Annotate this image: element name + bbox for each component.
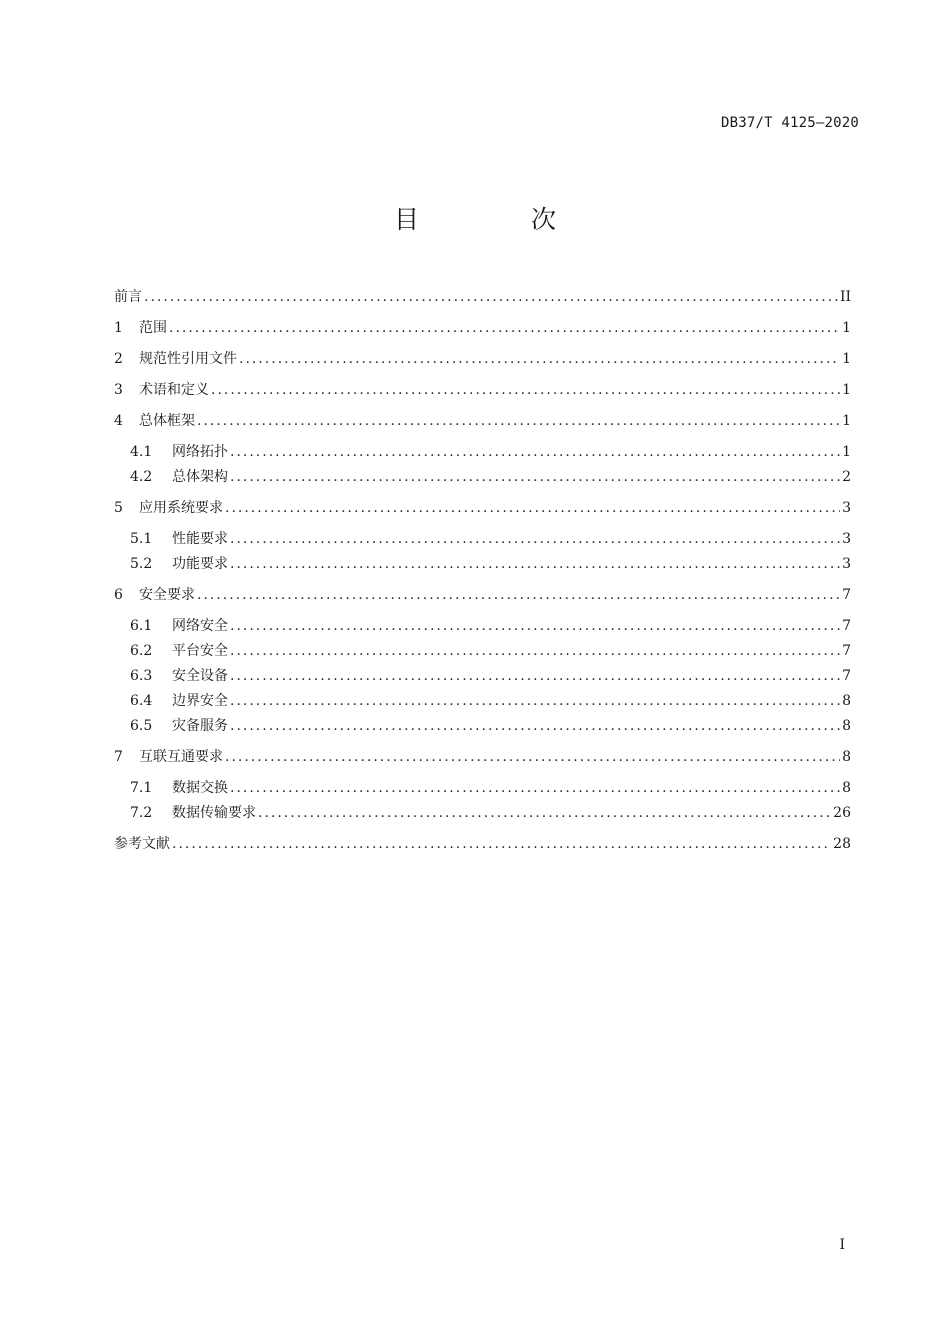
page-title: 目 次 xyxy=(394,205,608,234)
toc-entry-page: 3 xyxy=(842,556,851,572)
toc-entry-title: 功能要求 xyxy=(172,556,228,572)
toc-leader xyxy=(197,409,840,434)
toc-entry-number: 3 xyxy=(114,382,123,398)
toc-leader xyxy=(225,745,840,770)
toc-leader xyxy=(258,801,831,826)
toc-entry-page: 8 xyxy=(842,693,851,709)
toc-entry-page: 7 xyxy=(842,668,851,684)
toc-entry-page: 1 xyxy=(842,382,851,398)
toc-entry-number: 6 xyxy=(114,587,123,603)
toc-entry-title: 数据交换 xyxy=(172,780,228,796)
toc-entry-title: 术语和定义 xyxy=(139,382,209,398)
toc-entry-number: 7.1 xyxy=(130,780,153,796)
toc-entry-title: 平台安全 xyxy=(172,643,228,659)
toc-entry-5-1[interactable] xyxy=(114,527,851,552)
toc-entry-bibliography[interactable] xyxy=(114,832,851,857)
toc-leader xyxy=(230,776,840,801)
toc-entry-page: 7 xyxy=(842,587,851,603)
toc-entry-page: 7 xyxy=(842,618,851,634)
table-of-contents xyxy=(114,285,851,857)
toc-entry-foreword[interactable] xyxy=(114,285,851,310)
toc-leader xyxy=(230,639,840,664)
toc-entry-title: 规范性引用文件 xyxy=(139,351,237,367)
toc-entry-5[interactable] xyxy=(114,496,851,521)
toc-leader xyxy=(169,316,840,341)
toc-leader xyxy=(230,614,840,639)
toc-entry-number: 5 xyxy=(114,500,123,516)
toc-entry-page: 1 xyxy=(842,320,851,336)
toc-entry-title: 总体框架 xyxy=(139,413,195,429)
toc-entry-number: 7.2 xyxy=(130,805,153,821)
toc-entry-number: 6.2 xyxy=(130,643,153,659)
toc-entry-number: 4 xyxy=(114,413,123,429)
toc-entry-title: 网络安全 xyxy=(172,618,228,634)
toc-entry-title: 安全设备 xyxy=(172,668,228,684)
toc-entry-page: 2 xyxy=(842,469,851,485)
toc-entry-title: 网络拓扑 xyxy=(172,444,228,460)
toc-leader xyxy=(230,440,840,465)
toc-entry-6-4[interactable] xyxy=(114,689,851,714)
toc-entry-page: 3 xyxy=(842,531,851,547)
toc-entry-title: 数据传输要求 xyxy=(172,805,256,821)
toc-leader xyxy=(172,832,831,857)
toc-entry-6[interactable] xyxy=(114,583,851,608)
toc-leader xyxy=(230,465,840,490)
toc-entry-1[interactable] xyxy=(114,316,851,341)
toc-entry-page: 3 xyxy=(842,500,851,516)
toc-entry-4-2[interactable] xyxy=(114,465,851,490)
toc-entry-title: 安全要求 xyxy=(139,587,195,603)
toc-entry-title: 互联互通要求 xyxy=(139,749,223,765)
toc-entry-page: 28 xyxy=(833,836,851,852)
toc-entry-page: 8 xyxy=(842,780,851,796)
toc-leader xyxy=(230,689,840,714)
toc-leader xyxy=(144,285,838,310)
toc-entry-number: 5.2 xyxy=(130,556,153,572)
toc-entry-number: 7 xyxy=(114,749,123,765)
toc-entry-number: 6.4 xyxy=(130,693,153,709)
toc-entry-page: 26 xyxy=(833,805,851,821)
toc-entry-7[interactable] xyxy=(114,745,851,770)
toc-entry-page: II xyxy=(839,289,851,305)
toc-entry-title: 参考文献 xyxy=(114,836,170,852)
toc-leader xyxy=(230,552,840,577)
toc-entry-6-3[interactable] xyxy=(114,664,851,689)
toc-entry-4-1[interactable] xyxy=(114,440,851,465)
toc-entry-title: 灾备服务 xyxy=(172,718,228,734)
toc-entry-title: 范围 xyxy=(139,320,167,336)
toc-entry-number: 4.1 xyxy=(130,444,153,460)
toc-entry-number: 6.1 xyxy=(130,618,153,634)
toc-entry-number: 2 xyxy=(114,351,123,367)
toc-entry-6-5[interactable] xyxy=(114,714,851,739)
toc-entry-number: 6.3 xyxy=(130,668,153,684)
toc-leader xyxy=(225,496,840,521)
toc-entry-4[interactable] xyxy=(114,409,851,434)
toc-entry-6-2[interactable] xyxy=(114,639,851,664)
document-code: DB37/T 4125—2020 xyxy=(720,115,859,131)
toc-entry-6-1[interactable] xyxy=(114,614,851,639)
toc-entry-2[interactable] xyxy=(114,347,851,372)
toc-entry-number: 1 xyxy=(114,320,123,336)
toc-entry-page: 1 xyxy=(842,413,851,429)
toc-entry-title: 性能要求 xyxy=(172,531,228,547)
toc-leader xyxy=(230,664,840,689)
toc-entry-number: 5.1 xyxy=(130,531,153,547)
toc-entry-page: 1 xyxy=(842,351,851,367)
toc-entry-page: 1 xyxy=(842,444,851,460)
toc-leader xyxy=(230,527,840,552)
toc-entry-number: 6.5 xyxy=(130,718,153,734)
toc-entry-title: 总体架构 xyxy=(172,469,228,485)
toc-entry-title: 边界安全 xyxy=(172,693,228,709)
toc-entry-page: 8 xyxy=(842,749,851,765)
toc-entry-page: 7 xyxy=(842,643,851,659)
toc-entry-5-2[interactable] xyxy=(114,552,851,577)
toc-entry-7-1[interactable] xyxy=(114,776,851,801)
toc-leader xyxy=(230,714,840,739)
toc-entry-number: 4.2 xyxy=(130,469,153,485)
toc-entry-7-2[interactable] xyxy=(114,801,851,826)
toc-leader xyxy=(197,583,840,608)
footer-page-number: I xyxy=(839,1237,845,1253)
toc-entry-page: 8 xyxy=(842,718,851,734)
toc-leader xyxy=(211,378,840,403)
toc-entry-title: 应用系统要求 xyxy=(139,500,223,516)
toc-entry-title: 前言 xyxy=(114,289,142,305)
toc-leader xyxy=(239,347,840,372)
toc-entry-3[interactable] xyxy=(114,378,851,403)
